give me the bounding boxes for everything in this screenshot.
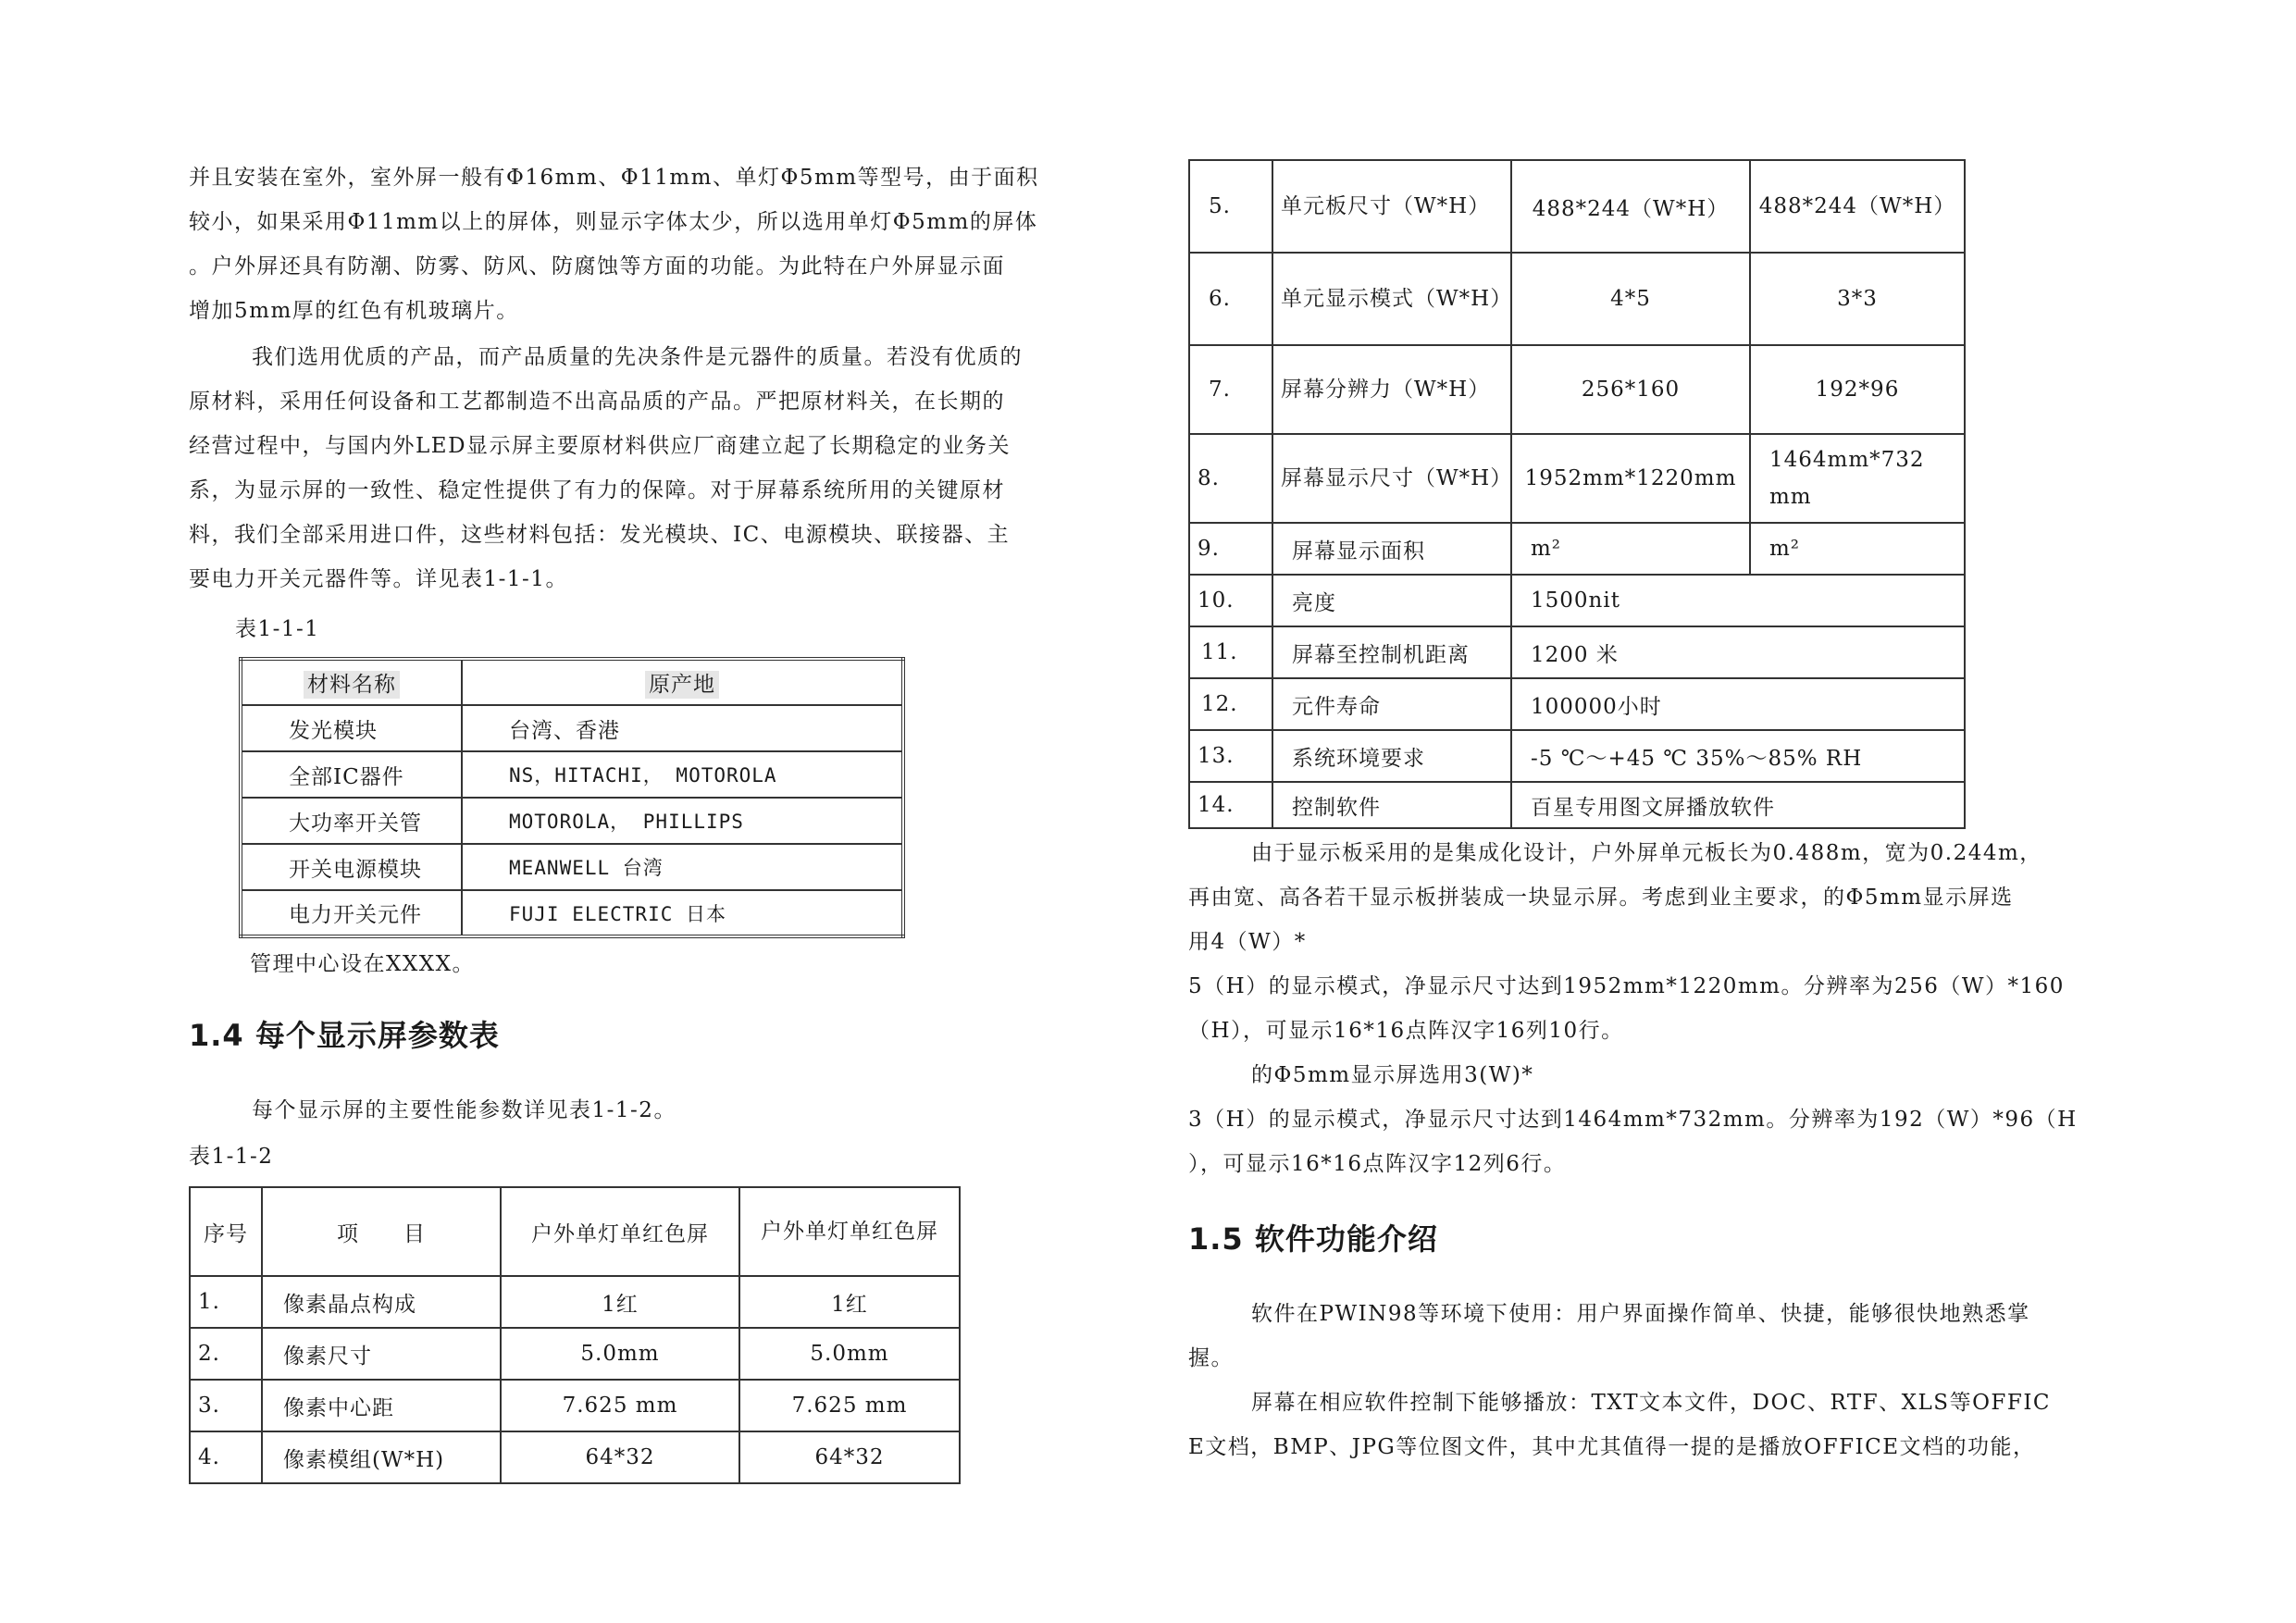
- paragraph-outdoor-line3: 。户外屏还具有防潮、防雾、防风、防腐蚀等方面的功能。为此特在户外屏显示面: [189, 254, 1005, 279]
- table-cell: 5.: [1189, 160, 1272, 253]
- table-cell: 4.: [190, 1431, 262, 1483]
- table-cell: 1464mm*732 mm: [1750, 434, 1965, 523]
- table-row: [1189, 678, 1965, 730]
- table-header: 项 目: [262, 1187, 501, 1276]
- table-cell: 488*244（W*H）: [1511, 160, 1750, 253]
- table-cell: MOTOROLA， PHILLIPS: [462, 798, 903, 844]
- table-cell: 1200 米: [1511, 626, 1965, 678]
- paragraph-design-line8: ），可显示16*16点阵汉字12列6行。: [1188, 1152, 1567, 1176]
- table-cell: 7.: [1189, 345, 1272, 434]
- table-cell: 2.: [190, 1328, 262, 1380]
- table-cell: 488*244（W*H）: [1750, 160, 1965, 253]
- table-cell: 5.0mm: [739, 1328, 960, 1380]
- table-row: [241, 751, 903, 798]
- table-cell: 像素尺寸: [262, 1328, 501, 1380]
- table-cell: 4*5: [1511, 253, 1750, 345]
- paragraph-quality-line4: 系，为显示屏的一致性、稳定性提供了有力的保障。对于屏幕系统所用的关键原材: [189, 478, 1005, 502]
- table-row: [1189, 523, 1965, 575]
- table-cell: MEANWELL 台湾: [462, 844, 903, 890]
- table-header: 户外单灯单红色屏: [501, 1187, 739, 1276]
- table-cell: 8.: [1189, 434, 1272, 523]
- paragraph-software-line2: 握。: [1188, 1346, 1234, 1370]
- table-cell: 14.: [1189, 782, 1272, 828]
- table-row: [1189, 730, 1965, 782]
- table-header: 序号: [190, 1187, 262, 1276]
- table-row: [190, 1380, 960, 1431]
- paragraph-outdoor-line4: 增加5mm厚的红色有机玻璃片。: [189, 299, 519, 323]
- table-row: [1189, 160, 1965, 253]
- paragraph-design-line2: 再由宽、高各若干显示板拼装成一块显示屏。考虑到业主要求，的Φ5mm显示屏选: [1188, 886, 2014, 910]
- table-cell: 台湾、香港: [462, 705, 903, 751]
- table-header: 原产地: [645, 671, 719, 699]
- table-cell: 13.: [1189, 730, 1272, 782]
- table-cell: FUJI ELECTRIC 日本: [462, 890, 903, 936]
- table-row: [190, 1431, 960, 1483]
- table-cell: 7.625 mm: [501, 1380, 739, 1431]
- table-cell: 单元显示模式（W*H）: [1272, 253, 1511, 345]
- table2-caption: 表1-1-2: [189, 1145, 274, 1169]
- table-cell: 元件寿命: [1272, 678, 1511, 730]
- paragraph-design-line1: 由于显示板采用的是集成化设计，户外屏单元板长为0.488m，宽为0.244m，: [1251, 841, 2042, 865]
- paragraph-design-line7: 3（H）的显示模式，净显示尺寸达到1464mm*732mm。分辨率为192（W）*96（H: [1188, 1108, 2078, 1132]
- table-cell: 1红: [739, 1276, 960, 1328]
- paragraph-outdoor-line1: 并且安装在室外，室外屏一般有Φ16mm、Φ11mm、单灯Φ5mm等型号，由于面积: [189, 166, 1039, 190]
- paragraph-quality-line3: 经营过程中，与国内外LED显示屏主要原材料供应厂商建立起了长期稳定的业务关: [189, 434, 1011, 458]
- table-cell: 单元板尺寸（W*H）: [1272, 160, 1511, 253]
- paragraph-params-intro: 每个显示屏的主要性能参数详见表1-1-2。: [252, 1098, 676, 1122]
- table-cell: 屏幕分辨力（W*H）: [1272, 345, 1511, 434]
- materials-table: [239, 657, 905, 938]
- table-cell: 5.0mm: [501, 1328, 739, 1380]
- table-cell: 256*160: [1511, 345, 1750, 434]
- table-row: [190, 1276, 960, 1328]
- table-cell: 电力开关元件: [241, 890, 462, 936]
- table-row: [190, 1187, 960, 1276]
- table-cell: 像素晶点构成: [262, 1276, 501, 1328]
- table-cell: 1红: [501, 1276, 739, 1328]
- paragraph-quality-line2: 原材料，采用任何设备和工艺都制造不出高品质的产品。严把原材料关，在长期的: [189, 390, 1005, 414]
- paragraph-software-line4: E文档，BMP、JPG等位图文件，其中尤其值得一提的是播放OFFICE文档的功能，: [1188, 1435, 2036, 1459]
- params-table-1: [189, 1186, 961, 1484]
- table-row: [241, 844, 903, 890]
- table-cell: 像素中心距: [262, 1380, 501, 1431]
- table-row: [190, 1328, 960, 1380]
- table-cell: 系统环境要求: [1272, 730, 1511, 782]
- table-cell: 64*32: [501, 1431, 739, 1483]
- table-cell: 11.: [1189, 626, 1272, 678]
- table-cell: 开关电源模块: [241, 844, 462, 890]
- paragraph-quality-line6: 要电力开关元器件等。详见表1-1-1。: [189, 567, 568, 591]
- table-cell: 屏幕显示面积: [1272, 523, 1511, 575]
- table-cell: 100000小时: [1511, 678, 1965, 730]
- table-cell: 1952mm*1220mm: [1511, 434, 1750, 523]
- table-cell: 3*3: [1750, 253, 1965, 345]
- table-cell: NS，HITACHI， MOTOROLA: [462, 751, 903, 798]
- table-cell: 像素模组(W*H): [262, 1431, 501, 1483]
- table-cell: 控制软件: [1272, 782, 1511, 828]
- params-table-2: [1188, 159, 1966, 829]
- table-cell: m²: [1511, 523, 1750, 575]
- table-row: [1189, 345, 1965, 434]
- table-cell: 6.: [1189, 253, 1272, 345]
- paragraph-quality-line1: 我们选用优质的产品，而产品质量的先决条件是元器件的质量。若没有优质的: [252, 345, 1023, 369]
- table1-caption: 表1-1-1: [235, 617, 320, 641]
- paragraph-software-line1: 软件在PWIN98等环境下使用：用户界面操作简单、快捷，能够很快地熟悉掌: [1251, 1302, 2030, 1326]
- table-cell: 百星专用图文屏播放软件: [1511, 782, 1965, 828]
- table-cell: 屏幕至控制机距离: [1272, 626, 1511, 678]
- management-center-note: 管理中心设在XXXX。: [250, 952, 475, 976]
- table-cell: -5 ℃～+45 ℃ 35%～85% RH: [1511, 730, 1965, 782]
- section-heading-1-4: 1.4 每个显示屏参数表: [189, 1018, 500, 1053]
- table-cell: 大功率开关管: [241, 798, 462, 844]
- table-row: [1189, 782, 1965, 828]
- table-cell: 发光模块: [241, 705, 462, 751]
- table-row: [241, 705, 903, 751]
- section-heading-1-5: 1.5 软件功能介绍: [1188, 1221, 1438, 1257]
- paragraph-outdoor-line2: 较小，如果采用Φ11mm以上的屏体，则显示字体太少，所以选用单灯Φ5mm的屏体: [189, 210, 1038, 234]
- table-row: [241, 659, 903, 705]
- table-row: [241, 798, 903, 844]
- paragraph-design-line4: 5（H）的显示模式，净显示尺寸达到1952mm*1220mm。分辨率为256（W）*160: [1188, 974, 2065, 998]
- table-cell: 10.: [1189, 575, 1272, 626]
- paragraph-design-line5: （H），可显示16*16点阵汉字16列10行。: [1188, 1019, 1624, 1043]
- table-cell: 亮度: [1272, 575, 1511, 626]
- table-row: [1189, 575, 1965, 626]
- table-row: [1189, 434, 1965, 523]
- table-cell: 1.: [190, 1276, 262, 1328]
- paragraph-software-line3: 屏幕在相应软件控制下能够播放：TXT文本文件，DOC、RTF、XLS等OFFIC: [1251, 1391, 2052, 1415]
- paragraph-design-line6: 的Φ5mm显示屏选用3(W)*: [1251, 1063, 1534, 1087]
- table-header: 户外单灯单红色屏: [739, 1187, 960, 1276]
- table-row: [241, 890, 903, 936]
- table-cell: 7.625 mm: [739, 1380, 960, 1431]
- table-row: [1189, 253, 1965, 345]
- paragraph-design-line3: 用4（W）*: [1188, 930, 1307, 954]
- table-header: 材料名称: [304, 671, 400, 699]
- table-cell: 9.: [1189, 523, 1272, 575]
- table-cell: 192*96: [1750, 345, 1965, 434]
- table-cell: 1500nit: [1511, 575, 1965, 626]
- table-cell: 64*32: [739, 1431, 960, 1483]
- table-cell: m²: [1750, 523, 1965, 575]
- paragraph-quality-line5: 料，我们全部采用进口件，这些材料包括：发光模块、IC、电源模块、联接器、主: [189, 523, 1011, 547]
- table-cell: 12.: [1189, 678, 1272, 730]
- table-row: [1189, 626, 1965, 678]
- table-cell: 3.: [190, 1380, 262, 1431]
- table-cell: 屏幕显示尺寸（W*H）: [1272, 434, 1511, 523]
- table-cell: 全部IC器件: [241, 751, 462, 798]
